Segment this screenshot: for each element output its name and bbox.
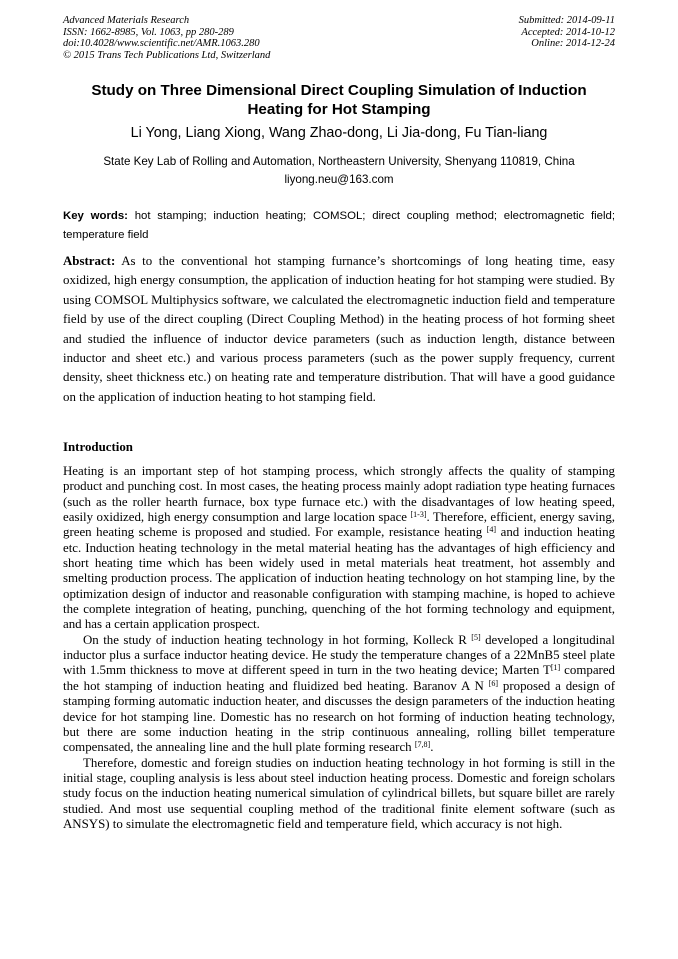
text: compared the hot stamping of induction heating and fluidized bed heating. Baranov A N bbox=[63, 663, 616, 693]
doi: doi:10.4028/www.scientific.net/AMR.1063.280 bbox=[63, 38, 260, 50]
paragraph-1 bbox=[63, 464, 615, 633]
paper-title bbox=[63, 81, 615, 119]
citation: [7,8] bbox=[414, 740, 431, 750]
introduction-body bbox=[63, 464, 615, 832]
citation: [6] bbox=[488, 678, 499, 688]
text: proposed a design of stamping forming automatic induction heater, and discusses the design parameters of the induction heating device for hot stamping line. Domestic has no research on hot forming of induction heating technology, but there are some induction heating in the strip continuous annealing, rolling billet temperature compensated, the annealing line and the hull plate forming research bbox=[63, 678, 616, 755]
citation: [4] bbox=[486, 525, 497, 535]
text: developed a longitudinal inductor plus a surface inductor heating device. He study the temperature changes of a 22MnB5 steel plate with 1.5mm thickness to move at different speed in turn in the two heating device; Marten T bbox=[63, 632, 615, 678]
citation: [1] bbox=[550, 663, 561, 673]
accepted-date: Accepted: 2014-10-12 bbox=[521, 26, 615, 38]
affiliation-block bbox=[63, 153, 615, 189]
journal-name: Advanced Materials Research bbox=[63, 15, 190, 26]
text: Heating is an important step of hot stamping process, which strongly affects the quality of stamping product and punching cost. In most cases, the heating process mainly adopt radiation type heating furnaces (such as the roller hearth furnace, box type furnace etc.) with the disadvantages of low heating speed, easily oxidized, high energy consumption and large location space bbox=[63, 464, 615, 525]
text: On the study of induction heating technology in hot forming, Kolleck R bbox=[83, 632, 472, 647]
keywords-label: Key words: bbox=[63, 210, 128, 222]
abstract-text: As to the conventional hot stamping furnance’s shortcomings of long heating time, easy oxidized, high energy consumption, the application of induction heating for hot stamping were studied. By using COMSOL Multiphysics software, we calculated the electromagnetic induction field and temperature field by use of the direct coupling (Direct Coupling Method) in the heating process of hot forming sheet and studied the influence of inductor device parameters (such as induction length, distance between inductor and sheet etc.) and various process parameters (such as the power supply frequency, current density, sheet thickness etc.) on heating rate and temperature distribution. That will have a good guidance on the application of induction heating to hot stamping field. bbox=[63, 254, 615, 404]
submitted-date: Submitted: 2014-09-11 bbox=[518, 15, 615, 26]
publication-dates bbox=[519, 15, 615, 50]
email: liyong.neu@163.com bbox=[284, 173, 394, 186]
paragraph-3: Therefore, domestic and foreign studies on induction heating technology in hot forming is still in the initial stage, coupling analysis is less about steel induction heating process. Domestic and foreign scholars study focus on the induction heating numerical simulation of cylindrical billets, but square billet are rarely studied. And most use sequential coupling method of the traditional finite element software (such as ANSYS) to simulate the electromagnetic field and temperature field, which accuracy is not high. bbox=[63, 755, 615, 831]
section-heading: Introduction bbox=[63, 440, 133, 454]
issn: ISSN: 1662-8985, Vol. 1063, pp 280-289 bbox=[63, 26, 234, 38]
copyright: © 2015 Trans Tech Publications Ltd, Switzerland bbox=[63, 49, 271, 61]
abstract bbox=[63, 252, 615, 407]
text: and induction heating etc. Induction heating technology in the metal material heating has the advantages of high efficiency and short heating time which has been widely used in metal materials heat treatment, hot assembly and smelting production process. The application of induction heating technology on hot stamping line, by the optimization design of inductor and reasonable configuration with stamping machine, is hoped to achieve the complete integration of heating, punching, quenching of the hot forming technology and equipment, and has a certain application prospect. bbox=[63, 525, 615, 632]
text: . bbox=[430, 740, 434, 755]
citation: [1-3] bbox=[410, 510, 427, 520]
title-line-1: Study on Three Dimensional Direct Coupling Simulation of Induction bbox=[91, 82, 587, 99]
keywords bbox=[63, 207, 615, 244]
online-date: Online: 2014-12-24 bbox=[531, 38, 615, 50]
keywords-text: hot stamping; induction heating; COMSOL; direct coupling method; electromagnetic field; temperature field bbox=[63, 210, 616, 241]
authors: Li Yong, Liang Xiong, Wang Zhao-dong, Li Jia-dong, Fu Tian-liang bbox=[130, 125, 548, 141]
title-line-2: Heating for Hot Stamping bbox=[247, 101, 431, 118]
affiliation: State Key Lab of Rolling and Automation, Northeastern University, Shenyang 110819, China bbox=[103, 155, 575, 168]
text: . Therefore, efficient, energy saving, green heating scheme is proposed and studied. For example, resistance heating bbox=[63, 510, 615, 540]
paragraph-2 bbox=[63, 633, 615, 756]
citation: [5] bbox=[471, 632, 481, 642]
journal-info bbox=[63, 15, 270, 61]
abstract-label: Abstract: bbox=[63, 254, 116, 268]
